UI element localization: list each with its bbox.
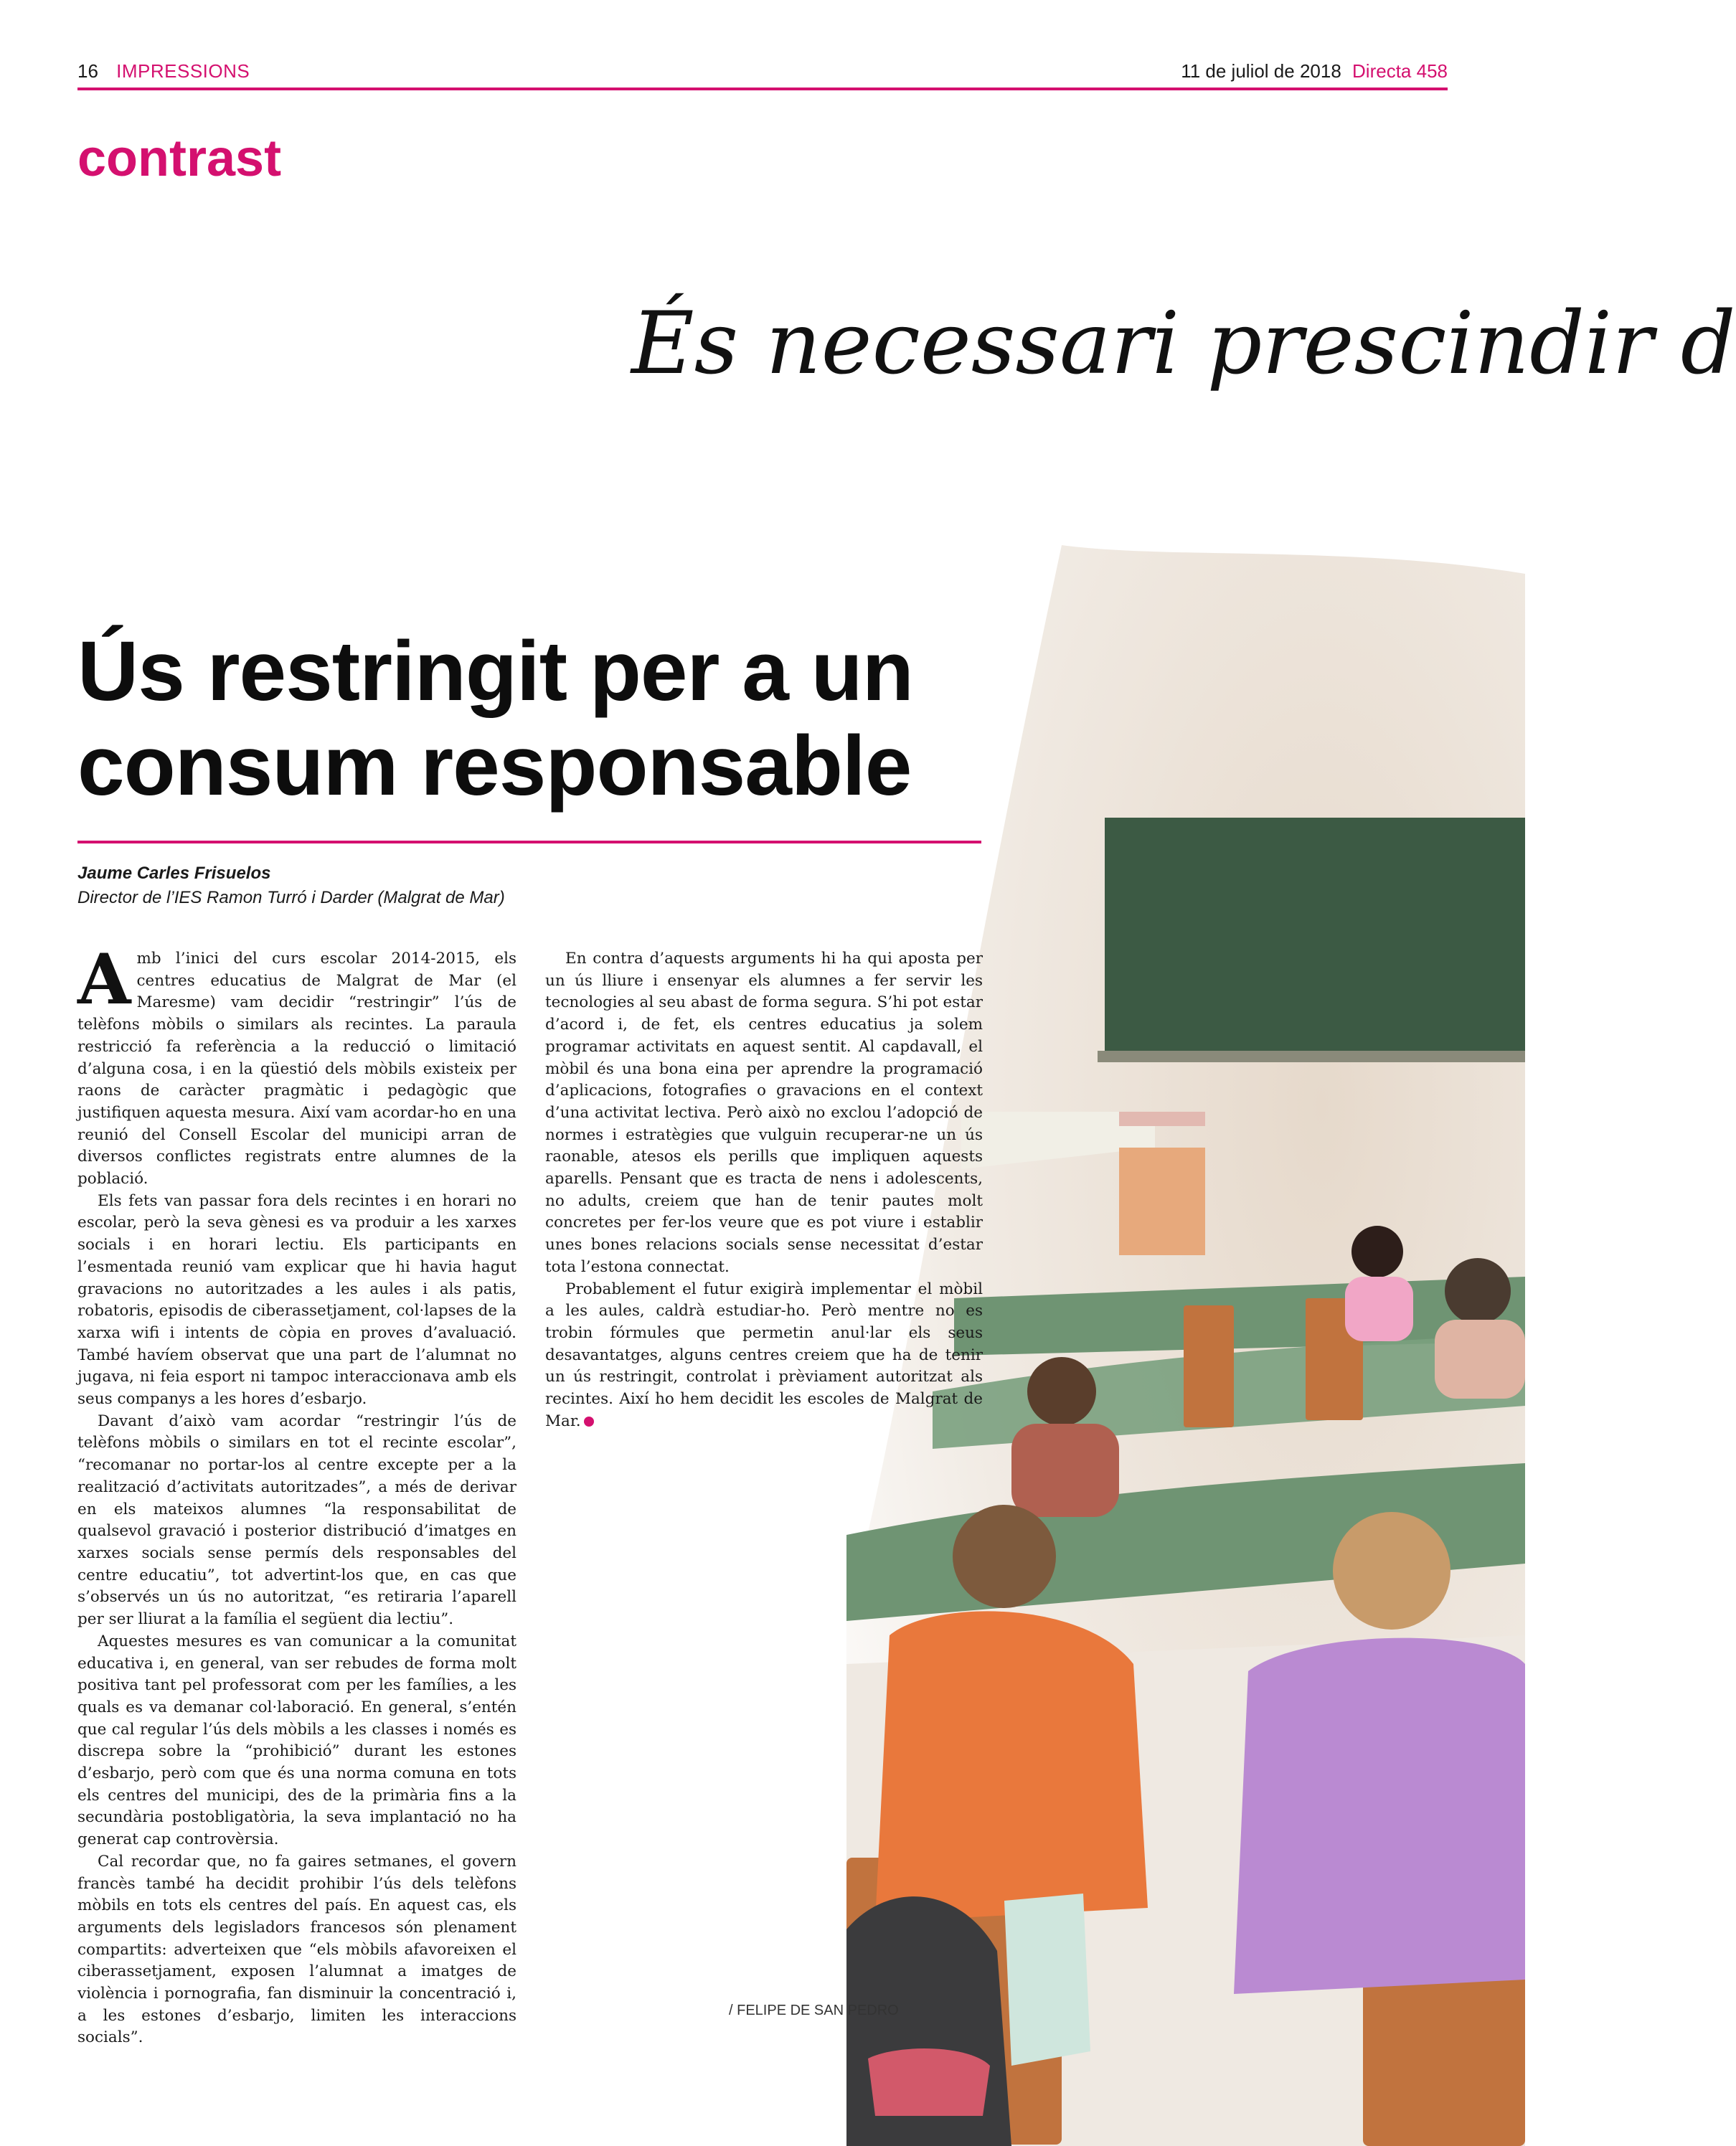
paragraph [77, 939, 516, 1191]
page-header [77, 57, 1448, 90]
paragraph: En contra d’aquests arguments hi ha qui aposta per un ús lliure i ensenyar els alumnes a fer servir les tecnologies al seu abast de forma segura. S’hi pot estar d’acord i, de fet, els centres educatius ja solem programar activitats en aquest sentit. Al capdavall, el mòbil és una bona eina per aprendre la programació d’aplicacions, fotografies o gravacions en el context d’una activitat lectiva. Però això no exclou l’adopció de normes i estratègies que vulguin recuperar-ne un ús raonable, atesos els perills que impliquen aquests aparells. Pensant que es tracta de nens i adolescents, no adults, creiem que han de tenir pautes molt concretes per fer-los veure que es pot viure i establir unes bones relacions socials sense necessitat d’estar tota l’estona connectat. [545, 950, 983, 1276]
paragraph: Davant d’això vam acordar “restringir l’ús de telèfons mòbils o similars en tot el recinte escolar”, “recomanar no portar-los al centre excepte per a la realització d’activitats autoritzades”, a més de derivar en els mateixos alumnes “la responsabilitat de qualsevol gravació i posterior distribució d’imatges en xarxes socials sense permís dels responsables del centre educatiu”, tot advertint-los que, en cas que s’observés un ús no autoritzat, “es retiraria l’aparell per ser lliurat a la família el següent dia lectiu”. [77, 1412, 516, 1629]
paragraph [545, 1279, 983, 1433]
chalkboard [1105, 818, 1525, 1054]
paragraph-text: Probablement el futur exigirà implementar el mòbil a les aules, caldrà estudiar-ho. Però mentre no es trobin fórmules que permetin anul·lar els seus desavantatges, alguns centres creiem que ha de tenir un ús restringit, controlat i prèviament autoritzat als recintes. Així ho hem decidit les escoles de Malgrat de Mar. [545, 1280, 983, 1430]
debate-question: És necessari prescindir d [631, 294, 1736, 394]
article-column-1 [77, 939, 516, 2049]
paragraph-text: mb l’inici del curs escolar 2014-2015, els centres educatius de Malgrat de Mar (el Maresme) vam decidir “restringir” l’ús de telèfons mòbils o similars als recintes. La paraula restricció fa referència a la reducció o limitació d’alguna cosa, i en la qüestió dels mòbils existeix per raons de caràcter pragmàtic i pedagògic que justifiquen aquesta mesura. Així vam acordar-ho en una reunió del Consell Escolar del municipi arran de diversos conflictes registrats entre alumnes de la població. [77, 950, 516, 1188]
rubric: contrast [77, 130, 282, 187]
illustration-credit: / FELIPE DE SAN PEDRO [729, 2003, 899, 2018]
header-left [77, 60, 250, 82]
header-right [1181, 60, 1448, 82]
article-column-2 [545, 948, 983, 1432]
author-role: Director de l’IES Ramon Turró i Darder (Malgrat de Mar) [77, 888, 505, 907]
page-number: 16 [77, 60, 98, 82]
section-name: IMPRESSIONS [116, 60, 250, 82]
end-mark-icon [584, 1417, 594, 1427]
paragraph: Aquestes mesures es van comunicar a la comunitat educativa i, en general, van ser rebudes de forma molt positiva tant pel professorat com per les famílies, a les quals es va demanar col·laboració. En general, s’entén que cal regular l’ús dels mòbils a les classes i només es discrepa sobre la “prohibició” durant les estones d’esbarjo, però com que és una norma comuna en tots els centres del municipi, des de la primària fins a la secundària postobligatòria, la seva implantació no ha generat cap controvèrsia. [77, 1632, 516, 1849]
headline-rule [77, 841, 981, 843]
drop-cap: A [77, 939, 131, 1020]
paragraph: Els fets van passar fora dels recintes i en horari no escolar, però la seva gènesi es va produir a les xarxes socials i en horari lectiu. Els participants en l’esmentada reunió vam explicar que hi havia hagut gravacions no autoritzades a les aules i als patis, robatoris, episodis de ciberassetjament, col·lapses de la xarxa wifi i intents de còpia en proves d’avaluació. També havíem observat que una part de l’alumnat no jugava, ni feia esport ni tampoc interaccionava amb els seus companys a les hores d’esbarjo. [77, 1191, 516, 1409]
issue-date: 11 de juliol de 2018 [1181, 60, 1341, 82]
author-name: Jaume Carles Frisuelos [77, 864, 271, 883]
magazine-issue: Directa 458 [1352, 60, 1448, 82]
article-headline: Ús restringit per a un consum responsable [77, 624, 913, 813]
paragraph: Cal recordar que, no fa gaires setmanes, el govern francès també ha decidit prohibir l’ús dels telèfons mòbils en tots els centres del país. En aquest cas, els arguments dels legisladors francesos són plenament compartits: adverteixen que “els mòbils afavoreixen el ciberassetjament, exposen l’alumnat a imatges de violència i pornografia, fan disminuir la concentració i, a les estones d’esbarjo, limiten les interaccions socials”. [77, 1852, 516, 2047]
